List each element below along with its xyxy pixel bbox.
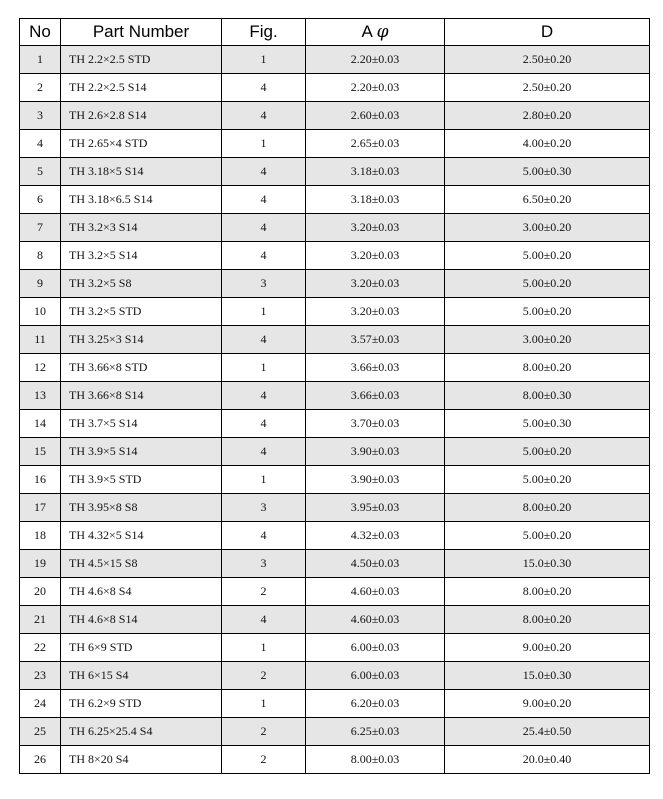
- cell-d: 15.0±0.30: [445, 550, 650, 578]
- cell-fig: 4: [222, 102, 306, 130]
- cell-no: 6: [20, 186, 61, 214]
- table-row: [20, 186, 650, 214]
- table-row: [20, 270, 650, 298]
- header-d: D: [445, 19, 650, 46]
- cell-no: 23: [20, 662, 61, 690]
- cell-no: 3: [20, 102, 61, 130]
- cell-part-number: TH 4.5×15 S8: [61, 550, 222, 578]
- cell-no: 18: [20, 522, 61, 550]
- table-row: [20, 522, 650, 550]
- cell-part-number: TH 3.9×5 S14: [61, 438, 222, 466]
- cell-part-number: TH 3.2×5 S14: [61, 242, 222, 270]
- table-row: [20, 578, 650, 606]
- cell-fig: 4: [222, 522, 306, 550]
- table-row: [20, 46, 650, 74]
- table-row: [20, 634, 650, 662]
- cell-part-number: TH 6×15 S4: [61, 662, 222, 690]
- cell-no: 14: [20, 410, 61, 438]
- cell-a-diameter: 4.50±0.03: [306, 550, 445, 578]
- header-a-label: A: [361, 22, 372, 41]
- cell-no: 5: [20, 158, 61, 186]
- cell-no: 25: [20, 718, 61, 746]
- cell-no: 22: [20, 634, 61, 662]
- cell-a-diameter: 3.70±0.03: [306, 410, 445, 438]
- cell-d: 5.00±0.20: [445, 522, 650, 550]
- cell-no: 17: [20, 494, 61, 522]
- cell-a-diameter: 4.60±0.03: [306, 578, 445, 606]
- table-row: [20, 466, 650, 494]
- cell-part-number: TH 3.18×6.5 S14: [61, 186, 222, 214]
- cell-no: 11: [20, 326, 61, 354]
- cell-a-diameter: 3.66±0.03: [306, 382, 445, 410]
- cell-d: 25.4±0.50: [445, 718, 650, 746]
- cell-part-number: TH 3.66×8 STD: [61, 354, 222, 382]
- cell-part-number: TH 4.6×8 S4: [61, 578, 222, 606]
- header-a-diameter: [306, 19, 445, 46]
- cell-no: 15: [20, 438, 61, 466]
- cell-no: 8: [20, 242, 61, 270]
- cell-d: 5.00±0.20: [445, 298, 650, 326]
- cell-d: 4.00±0.20: [445, 130, 650, 158]
- cell-a-diameter: 3.90±0.03: [306, 466, 445, 494]
- cell-d: 9.00±0.20: [445, 690, 650, 718]
- cell-d: 2.80±0.20: [445, 102, 650, 130]
- cell-fig: 3: [222, 550, 306, 578]
- cell-no: 9: [20, 270, 61, 298]
- table-row: [20, 438, 650, 466]
- cell-fig: 4: [222, 158, 306, 186]
- cell-a-diameter: 4.60±0.03: [306, 606, 445, 634]
- cell-a-diameter: 3.18±0.03: [306, 186, 445, 214]
- cell-d: 2.50±0.20: [445, 46, 650, 74]
- cell-d: 8.00±0.20: [445, 578, 650, 606]
- table-row: [20, 158, 650, 186]
- table-row: [20, 242, 650, 270]
- cell-fig: 3: [222, 270, 306, 298]
- cell-no: 20: [20, 578, 61, 606]
- cell-part-number: TH 6.25×25.4 S4: [61, 718, 222, 746]
- cell-fig: 1: [222, 130, 306, 158]
- cell-a-diameter: 3.95±0.03: [306, 494, 445, 522]
- cell-d: 15.0±0.30: [445, 662, 650, 690]
- cell-no: 21: [20, 606, 61, 634]
- cell-d: 8.00±0.20: [445, 494, 650, 522]
- cell-part-number: TH 3.7×5 S14: [61, 410, 222, 438]
- cell-part-number: TH 6.2×9 STD: [61, 690, 222, 718]
- header-part-number: Part Number: [61, 19, 222, 46]
- table-header-row: [20, 19, 650, 46]
- cell-d: 5.00±0.20: [445, 270, 650, 298]
- cell-no: 1: [20, 46, 61, 74]
- cell-fig: 4: [222, 382, 306, 410]
- cell-a-diameter: 3.20±0.03: [306, 298, 445, 326]
- cell-a-diameter: 3.18±0.03: [306, 158, 445, 186]
- cell-fig: 4: [222, 410, 306, 438]
- table-row: [20, 74, 650, 102]
- table-row: [20, 410, 650, 438]
- header-phi-symbol: φ: [376, 22, 389, 42]
- cell-part-number: TH 3.2×3 S14: [61, 214, 222, 242]
- cell-a-diameter: 4.32±0.03: [306, 522, 445, 550]
- cell-a-diameter: 6.00±0.03: [306, 662, 445, 690]
- cell-fig: 1: [222, 298, 306, 326]
- cell-part-number: TH 4.6×8 S14: [61, 606, 222, 634]
- cell-a-diameter: 3.57±0.03: [306, 326, 445, 354]
- cell-no: 16: [20, 466, 61, 494]
- cell-fig: 2: [222, 578, 306, 606]
- cell-part-number: TH 4.32×5 S14: [61, 522, 222, 550]
- cell-a-diameter: 2.65±0.03: [306, 130, 445, 158]
- cell-a-diameter: 3.20±0.03: [306, 270, 445, 298]
- cell-fig: 4: [222, 326, 306, 354]
- table-row: [20, 494, 650, 522]
- cell-fig: 4: [222, 186, 306, 214]
- cell-fig: 1: [222, 466, 306, 494]
- cell-a-diameter: 6.20±0.03: [306, 690, 445, 718]
- cell-fig: 1: [222, 354, 306, 382]
- cell-a-diameter: 2.60±0.03: [306, 102, 445, 130]
- table-row: [20, 130, 650, 158]
- cell-part-number: TH 8×20 S4: [61, 746, 222, 774]
- cell-d: 5.00±0.20: [445, 242, 650, 270]
- cell-d: 3.00±0.20: [445, 214, 650, 242]
- cell-d: 9.00±0.20: [445, 634, 650, 662]
- table-row: [20, 382, 650, 410]
- cell-a-diameter: 3.20±0.03: [306, 242, 445, 270]
- cell-fig: 1: [222, 46, 306, 74]
- table-row: [20, 550, 650, 578]
- cell-a-diameter: 2.20±0.03: [306, 74, 445, 102]
- cell-fig: 4: [222, 74, 306, 102]
- cell-fig: 2: [222, 662, 306, 690]
- cell-fig: 3: [222, 494, 306, 522]
- cell-d: 8.00±0.30: [445, 382, 650, 410]
- cell-part-number: TH 3.2×5 STD: [61, 298, 222, 326]
- header-fig: Fig.: [222, 19, 306, 46]
- cell-no: 10: [20, 298, 61, 326]
- header-no: No: [20, 19, 61, 46]
- cell-part-number: TH 3.95×8 S8: [61, 494, 222, 522]
- cell-part-number: TH 3.66×8 S14: [61, 382, 222, 410]
- cell-part-number: TH 6×9 STD: [61, 634, 222, 662]
- cell-d: 8.00±0.20: [445, 354, 650, 382]
- cell-d: 8.00±0.20: [445, 606, 650, 634]
- table-row: [20, 606, 650, 634]
- cell-no: 2: [20, 74, 61, 102]
- cell-fig: 4: [222, 606, 306, 634]
- cell-a-diameter: 3.20±0.03: [306, 214, 445, 242]
- cell-part-number: TH 2.65×4 STD: [61, 130, 222, 158]
- cell-d: 5.00±0.30: [445, 410, 650, 438]
- cell-d: 20.0±0.40: [445, 746, 650, 774]
- cell-no: 7: [20, 214, 61, 242]
- cell-part-number: TH 3.18×5 S14: [61, 158, 222, 186]
- cell-a-diameter: 8.00±0.03: [306, 746, 445, 774]
- cell-fig: 2: [222, 718, 306, 746]
- cell-fig: 1: [222, 690, 306, 718]
- cell-part-number: TH 3.25×3 S14: [61, 326, 222, 354]
- cell-d: 5.00±0.30: [445, 158, 650, 186]
- cell-fig: 2: [222, 746, 306, 774]
- cell-no: 19: [20, 550, 61, 578]
- cell-part-number: TH 2.6×2.8 S14: [61, 102, 222, 130]
- table-row: [20, 326, 650, 354]
- cell-fig: 4: [222, 214, 306, 242]
- cell-a-diameter: 6.25±0.03: [306, 718, 445, 746]
- cell-a-diameter: 2.20±0.03: [306, 46, 445, 74]
- table-row: [20, 354, 650, 382]
- cell-no: 26: [20, 746, 61, 774]
- cell-d: 5.00±0.20: [445, 466, 650, 494]
- cell-no: 13: [20, 382, 61, 410]
- table-row: [20, 102, 650, 130]
- cell-part-number: TH 2.2×2.5 S14: [61, 74, 222, 102]
- cell-fig: 4: [222, 242, 306, 270]
- cell-d: 6.50±0.20: [445, 186, 650, 214]
- cell-no: 4: [20, 130, 61, 158]
- table-row: [20, 690, 650, 718]
- table-row: [20, 746, 650, 774]
- cell-a-diameter: 3.66±0.03: [306, 354, 445, 382]
- cell-part-number: TH 2.2×2.5 STD: [61, 46, 222, 74]
- cell-d: 5.00±0.20: [445, 438, 650, 466]
- cell-d: 2.50±0.20: [445, 74, 650, 102]
- parts-table: [19, 18, 650, 774]
- cell-no: 12: [20, 354, 61, 382]
- table-row: [20, 298, 650, 326]
- table-body: [20, 46, 650, 774]
- cell-a-diameter: 3.90±0.03: [306, 438, 445, 466]
- cell-d: 3.00±0.20: [445, 326, 650, 354]
- table-row: [20, 662, 650, 690]
- cell-a-diameter: 6.00±0.03: [306, 634, 445, 662]
- table-row: [20, 214, 650, 242]
- cell-part-number: TH 3.9×5 STD: [61, 466, 222, 494]
- cell-no: 24: [20, 690, 61, 718]
- cell-fig: 4: [222, 438, 306, 466]
- cell-part-number: TH 3.2×5 S8: [61, 270, 222, 298]
- cell-fig: 1: [222, 634, 306, 662]
- table-row: [20, 718, 650, 746]
